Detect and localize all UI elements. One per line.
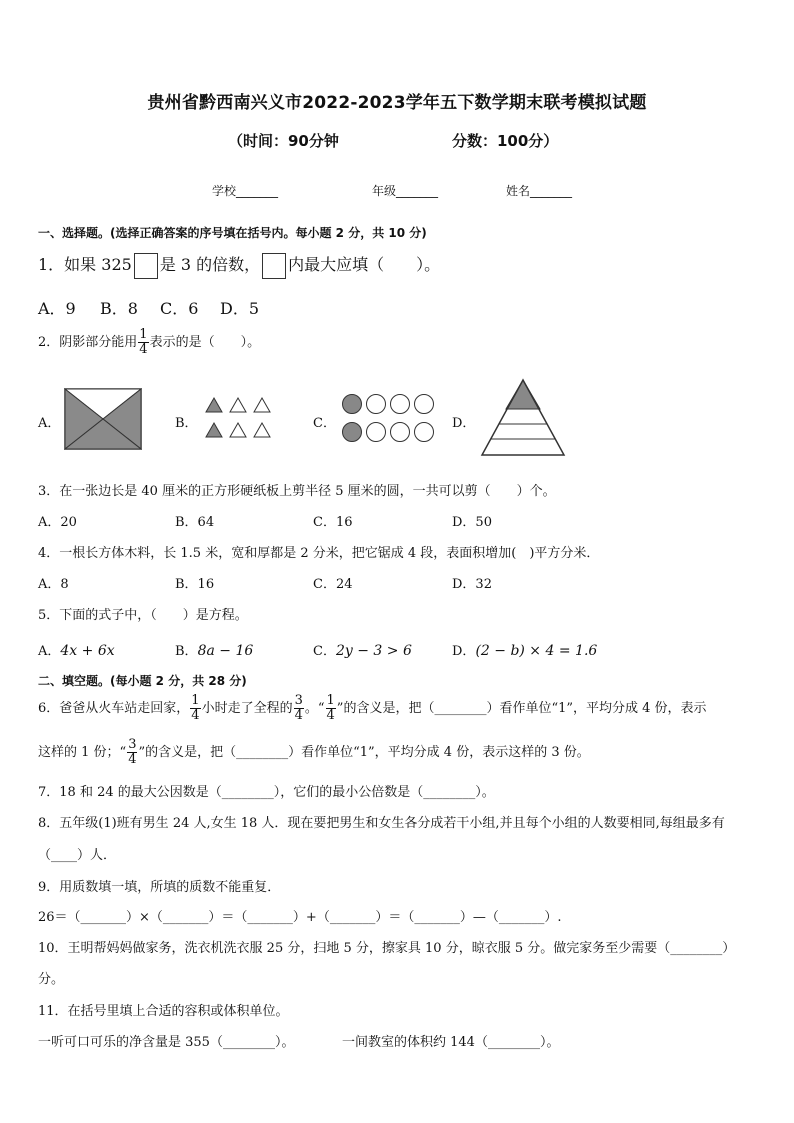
question-8-line2: （____）人．	[38, 848, 117, 863]
question-3: 3．在一张边长是 40 厘米的正方形硬纸板上剪半径 5 厘米的圆，一共可以剪（ ）个。	[38, 484, 556, 499]
q4-option-b: B．16	[175, 577, 215, 592]
triangle-layers-figure	[480, 378, 566, 458]
q2-label-c: C．	[313, 416, 336, 431]
q3-option-a: A．20	[38, 515, 77, 530]
q1-option-c: C．6	[160, 299, 199, 318]
question-9-line1: 9．用质数填一填，所填的质数不能重复．	[38, 880, 281, 895]
question-4: 4．一根长方体木料，长 1.5 米，宽和厚都是 2 分米，把它锯成 4 段，表面积增加( )平方分米．	[38, 546, 600, 561]
q5-option-c: C．2y − 3 > 6	[313, 643, 412, 659]
q1-option-b: B．8	[100, 299, 138, 318]
q4-option-c: C．24	[313, 577, 353, 592]
question-7: 7．18 和 24 的最大公因数是（________），它们的最小公倍数是（________）。	[38, 785, 495, 800]
q4-option-d: D．32	[452, 577, 492, 592]
q3-option-c: C．16	[313, 515, 353, 530]
q2-label-a: A．	[38, 416, 61, 431]
question-11-item1: 一听可口可乐的净含量是 355（________）。	[38, 1035, 295, 1050]
question-10-line1: 10．王明帮妈妈做家务，洗衣机洗衣服 25 分，扫地 5 分，擦家具 10 分，晾衣服 5 分。做完家务至少需要（________）	[38, 941, 736, 956]
grade-field: 年级_______	[372, 184, 439, 198]
q3-option-d: D．50	[452, 515, 492, 530]
q5-option-b: B．8a − 16	[175, 643, 254, 659]
q1-option-d: D．5	[220, 299, 260, 318]
q5-option-d: D．(2 − b) × 4 = 1.6	[452, 643, 598, 659]
q4-option-a: A．8	[38, 577, 69, 592]
rectangle-figure	[64, 388, 142, 450]
circles-figure	[340, 392, 438, 444]
q1-option-a: A．9	[38, 299, 76, 318]
q2-label-d: D．	[452, 416, 476, 431]
q3-option-b: B．64	[175, 515, 215, 530]
name-field: 姓名_______	[506, 184, 573, 198]
question-11-line1: 11．在括号里填上合适的容积或体积单位。	[38, 1004, 289, 1019]
question-5: 5．下面的式子中，（ ）是方程。	[38, 608, 248, 623]
section2-heading: 二、填空题。(每小题 2 分，共 28 分)	[38, 674, 247, 688]
blank-box	[262, 253, 286, 279]
section1-heading: 一、选择题。(选择正确答案的序号填在括号内。每小题 2 分，共 10 分)	[38, 226, 427, 240]
exam-time: （时间：90分钟	[228, 132, 339, 150]
q5-option-a: A．4x + 6x	[38, 643, 115, 659]
question-1: 1．如果 325 是 3 的倍数， 内最大应填（ ）。	[38, 252, 440, 279]
blank-box	[134, 253, 158, 279]
school-field: 学校_______	[212, 184, 279, 198]
question-6-line1: 6．爸爸从火车站走回家， $\frac{1}{4}$ 小时走了全程的 $\frac{3}{4}$ 。“ $\frac{1}{4}$ ”的含义是，把（________）看作单位“1”，平均分成 4 份，表示	[38, 693, 707, 723]
q2-label-b: B．	[175, 416, 198, 431]
page-title: 贵州省黔西南兴义市2022-2023学年五下数学期末联考模拟试题	[147, 93, 647, 113]
question-6-line2: 这样的 1 份；“ $\frac{3}{4}$ ”的含义是，把（________）看作单位“1”，平均分成 4 份，表示这样的 3 份。	[38, 737, 590, 767]
exam-score: 分数：100分）	[452, 132, 559, 150]
question-9-line2: 26＝（_______）×（_______）＝（_______）+（_______）＝（_______）—（_______）.	[38, 910, 562, 925]
question-2: 2．阴影部分能用 $\frac{1}{4}$ 表示的是（ ）。	[38, 327, 261, 357]
question-11-item2: 一间教室的体积约 144（________）。	[342, 1035, 560, 1050]
triangles-figure	[204, 396, 272, 440]
fraction: $\frac{1}{4}$	[139, 327, 148, 357]
question-10-line2: 分。	[38, 972, 65, 987]
question-8-line1: 8．五年级(1)班有男生 24 人,女生 18 人．现在要把男生和女生各分成若干小组,并且每个小组的人数要相同,每组最多有	[38, 816, 725, 831]
